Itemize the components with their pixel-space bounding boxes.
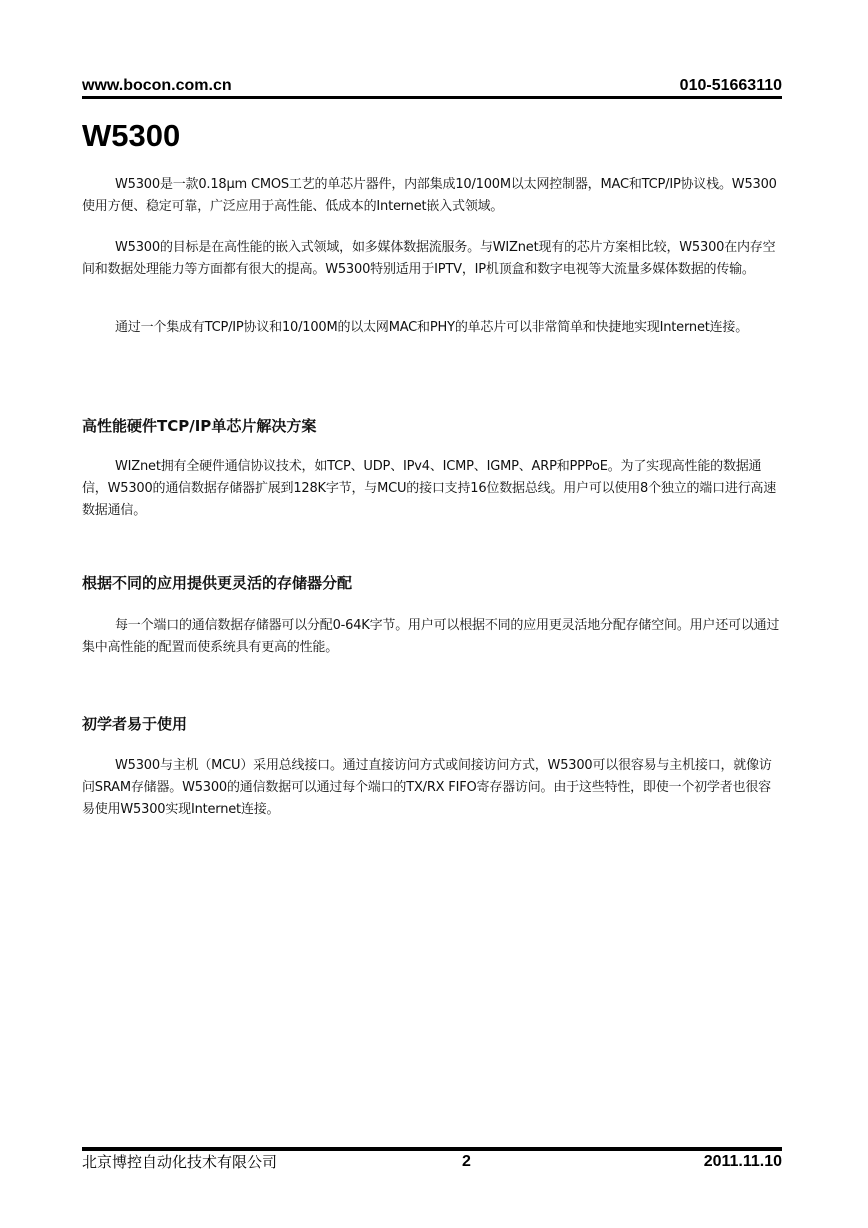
- intro-paragraph-3: 通过一个集成有TCP/IP协议和10/100M的以太网MAC和PHY的单芯片可以非常简单和快捷地实现Internet连接。: [115, 320, 749, 335]
- heading-bold: TCP/IP: [157, 417, 212, 435]
- page-header: [82, 76, 782, 98]
- website-url[interactable]: www.bocon.com.cn: [82, 77, 232, 94]
- section-body-ease-of-use: W5300与主机（MCU）采用总线接口。通过直接访问方式或间接访问方式，W5300可以很容易与主机接口，就像访问SRAM存储器。W5300的通信数据可以通过每个端口的TX/RX FIFO寄存器访问。由于这些特性，即使一个初学者也很容易使用W5300实现Internet连接。: [82, 758, 772, 817]
- page-title: W5300: [82, 118, 181, 153]
- section-heading-memory: 根据不同的应用提供更灵活的存储器分配: [82, 574, 353, 592]
- phone-number: 010-51663110: [679, 77, 782, 94]
- intro-paragraph-2: W5300的目标是在高性能的嵌入式领域，如多媒体数据流服务。与WIZnet现有的芯片方案相比较，W5300在内存空间和数据处理能力等方面都有很大的提高。W5300特别适用于IPTV，IP机顶盒和数字电视等大流量多媒体数据的传输。: [82, 240, 776, 277]
- section-heading-tcpip: [82, 416, 316, 436]
- footer-divider: [82, 1147, 782, 1151]
- company-name: 北京博控自动化技术有限公司: [82, 1153, 278, 1171]
- section-heading-ease-of-use: 初学者易于使用: [82, 715, 188, 733]
- heading-suffix: 单芯片解决方案: [211, 417, 317, 435]
- header-divider: [82, 96, 782, 99]
- page-footer: [82, 1152, 782, 1174]
- section-body-memory: 每一个端口的通信数据存储器可以分配0-64K字节。用户可以根据不同的应用更灵活地分配存储空间。用户还可以通过集中高性能的配置而使系统具有更高的性能。: [82, 618, 780, 655]
- heading-prefix: 高性能硬件: [82, 417, 158, 435]
- page-number: 2: [462, 1153, 471, 1170]
- intro-paragraph-1: W5300是一款0.18µm CMOS工艺的单芯片器件，内部集成10/100M以太网控制器，MAC和TCP/IP协议栈。W5300使用方便、稳定可靠，广泛应用于高性能、低成本的Internet嵌入式领域。: [82, 177, 777, 214]
- document-date: 2011.11.10: [703, 1153, 782, 1170]
- section-body-tcpip: WIZnet拥有全硬件通信协议技术，如TCP、UDP、IPv4、ICMP、IGMP、ARP和PPPoE。为了实现高性能的数据通信，W5300的通信数据存储器扩展到128K字节，与MCU的接口支持16位数据总线。用户可以使用8个独立的端口进行高速数据通信。: [82, 459, 777, 518]
